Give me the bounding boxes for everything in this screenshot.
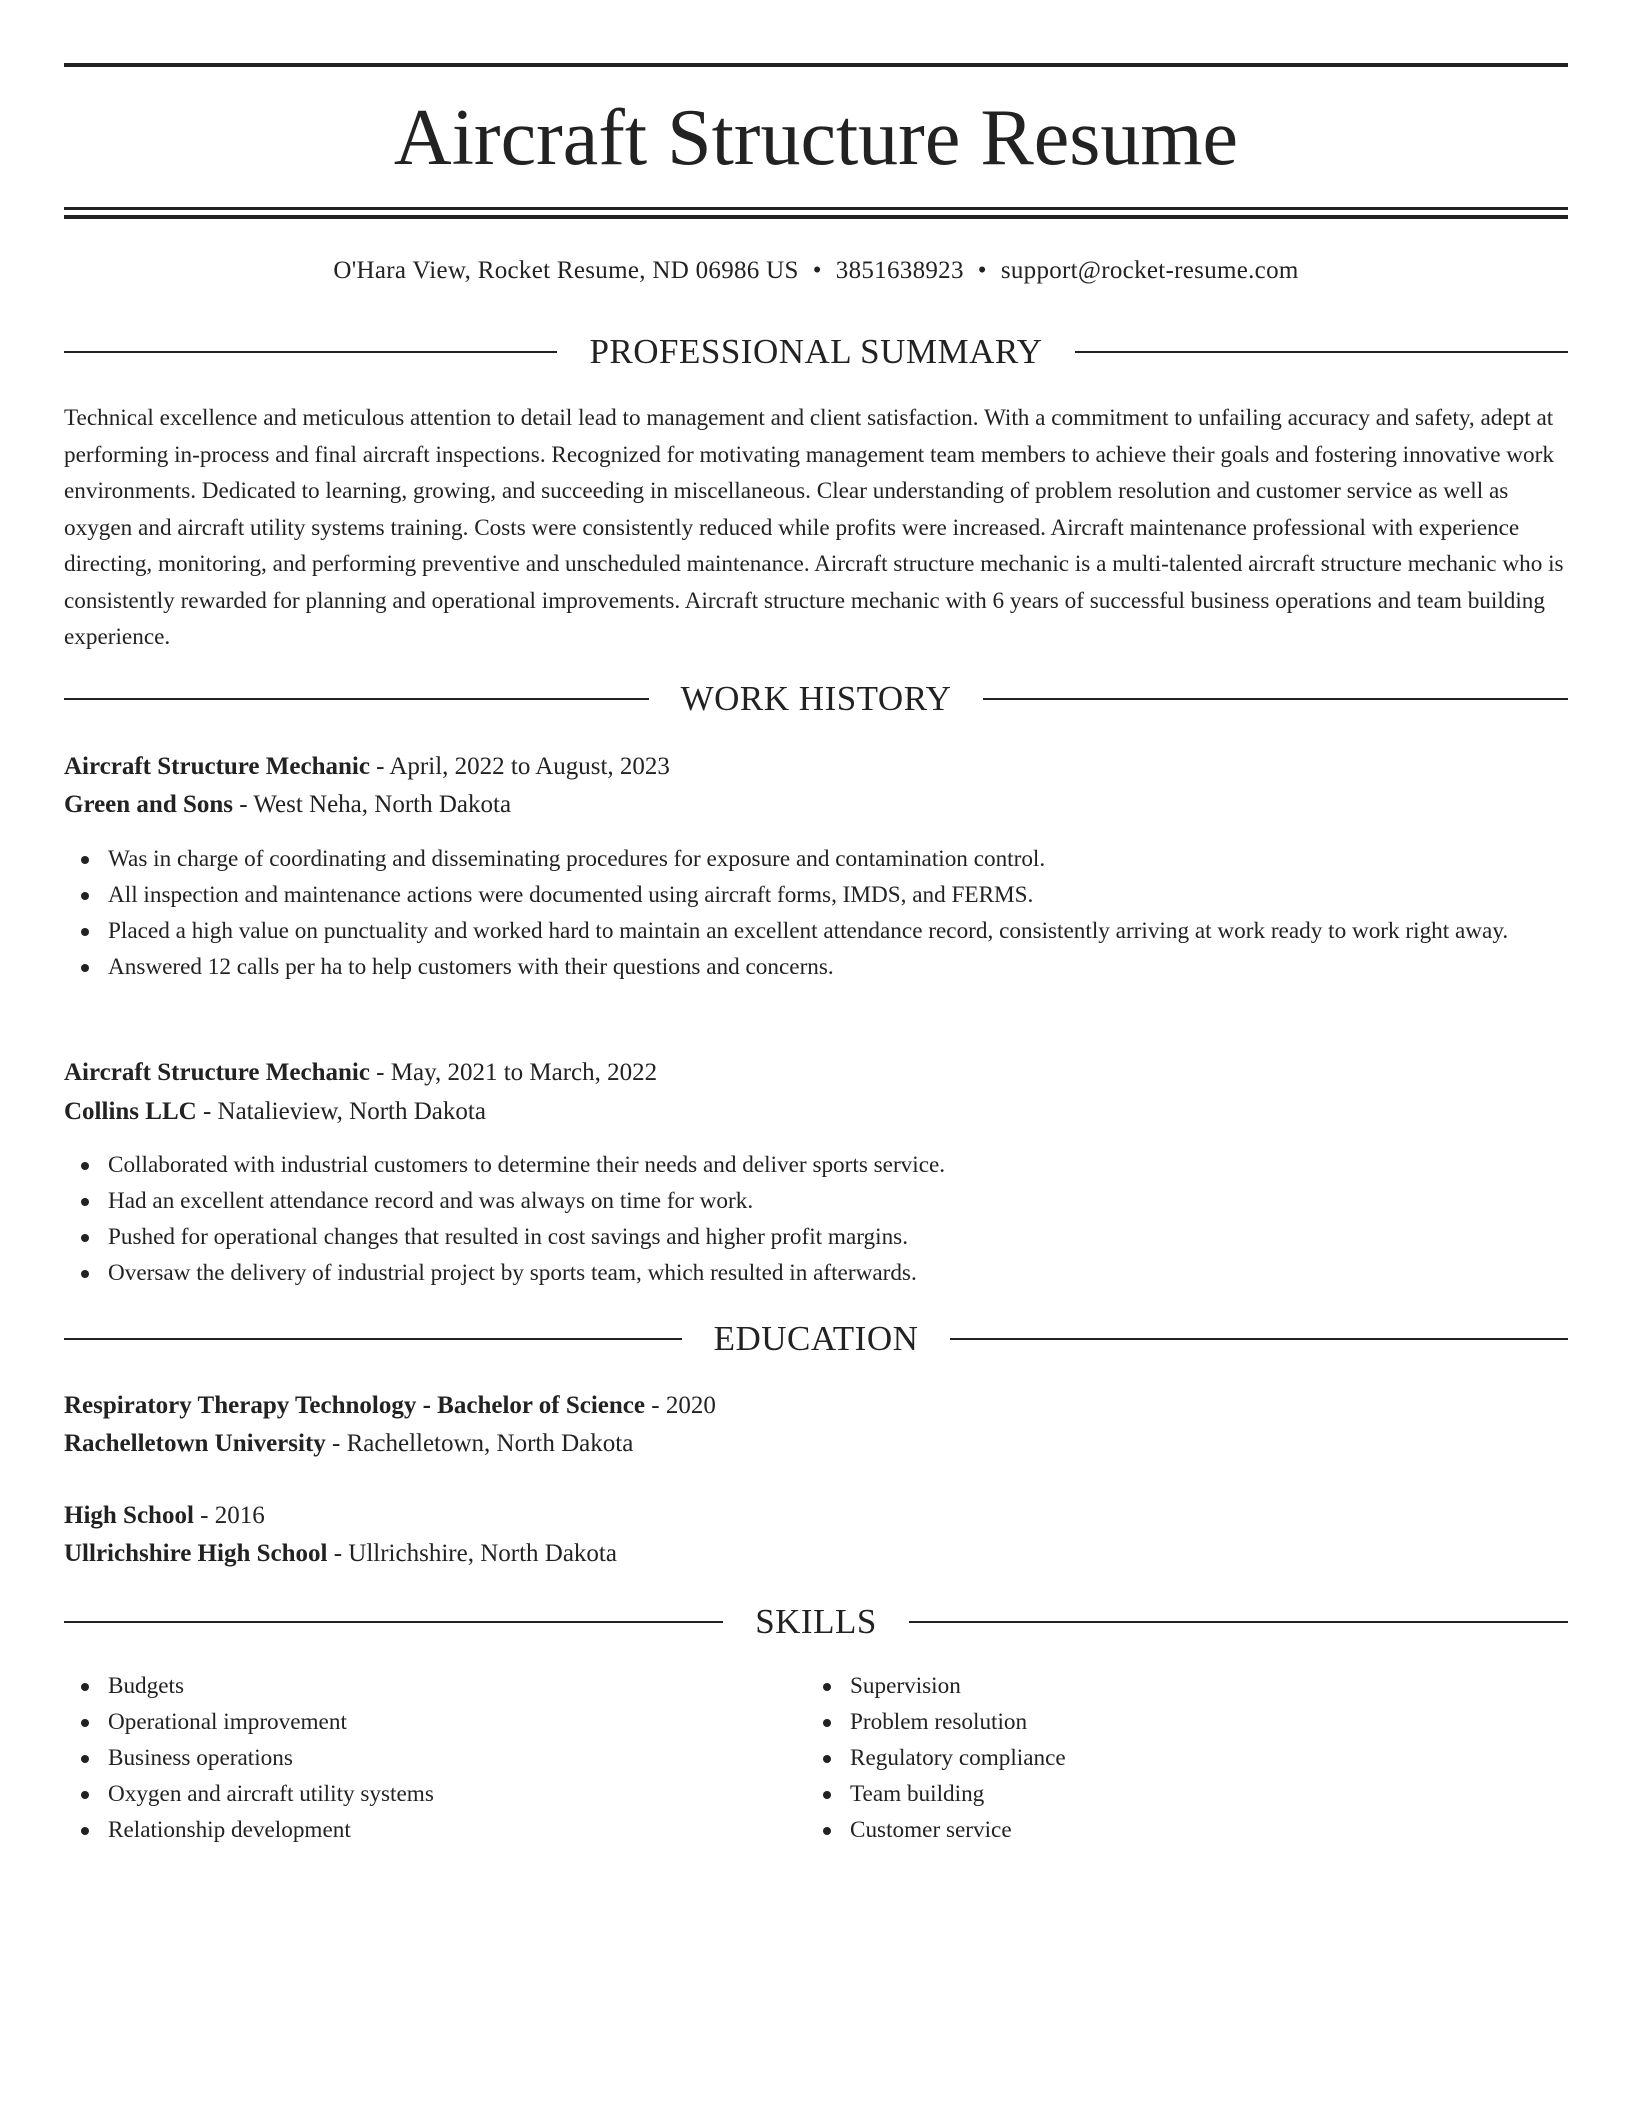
header-top-rule [64, 63, 1568, 67]
education-location: - Ullrichshire, North Dakota [327, 1540, 617, 1567]
education-school-line [64, 1426, 1568, 1462]
resume-title: Aircraft Structure Resume [393, 94, 1239, 182]
job-duties-list [64, 841, 1568, 985]
skill-item: Business operations [64, 1740, 1568, 1776]
section-heading-education [64, 1317, 1568, 1361]
education-degree: Respiratory Therapy Technology - Bachelor of Science [64, 1392, 645, 1419]
job-duties-list [64, 1147, 1568, 1291]
skill-item: Problem resolution [806, 1704, 1632, 1740]
section-rule [64, 351, 557, 353]
section-rule [950, 1338, 1568, 1340]
list-item: Collaborated with industrial customers to determine their needs and deliver sports service. [64, 1147, 1568, 1183]
job-location: - Natalieview, North Dakota [196, 1098, 486, 1125]
education-school-line [64, 1536, 1568, 1572]
job-title: Aircraft Structure Mechanic [64, 753, 370, 780]
job-location: - West Neha, North Dakota [233, 791, 512, 818]
contact-email: support@rocket-resume.com [1000, 257, 1299, 284]
skill-item: Relationship development [64, 1812, 1568, 1848]
section-title: PROFESSIONAL SUMMARY [589, 332, 1043, 371]
skill-item: Team building [806, 1776, 1632, 1812]
education-degree-line [64, 1498, 1568, 1534]
education-location: - Rachelletown, North Dakota [325, 1430, 634, 1457]
skills-list-right [806, 1668, 1632, 1848]
education-school: Ullrichshire High School [64, 1540, 328, 1567]
section-rule [64, 698, 649, 700]
list-item: Was in charge of coordinating and disseminating procedures for exposure and contamination control. [64, 841, 1568, 877]
job-company-line [64, 787, 1568, 823]
skill-item: Oxygen and aircraft utility systems [64, 1776, 1568, 1812]
job-title: Aircraft Structure Mechanic [64, 1059, 370, 1086]
skill-item: Regulatory compliance [806, 1740, 1632, 1776]
skill-item: Supervision [806, 1668, 1632, 1704]
section-rule [983, 698, 1568, 700]
section-heading-work-history [64, 677, 1568, 721]
job-dates: - April, 2022 to August, 2023 [369, 753, 670, 780]
list-item: Placed a high value on punctuality and worked hard to maintain an excellent attendance record, consistently arriving at work ready to work right away. [64, 913, 1568, 949]
list-item: All inspection and maintenance actions were documented using aircraft forms, IMDS, and FERMS. [64, 877, 1568, 913]
contact-phone: 3851638923 [835, 257, 964, 284]
contact-line [64, 253, 1568, 289]
header-bottom-rule-thin [64, 207, 1568, 210]
job-company-line [64, 1094, 1568, 1130]
header-bottom-rule-thick [64, 215, 1568, 219]
section-rule [1075, 351, 1568, 353]
education-degree-line [64, 1388, 1568, 1424]
list-item: Pushed for operational changes that resulted in cost savings and higher profit margins. [64, 1219, 1568, 1255]
list-item: Had an excellent attendance record and was always on time for work. [64, 1183, 1568, 1219]
contact-address: O'Hara View, Rocket Resume, ND 06986 US [333, 257, 799, 284]
section-title: SKILLS [755, 1602, 877, 1641]
job-company: Green and Sons [64, 791, 234, 818]
job-title-line [64, 1055, 1568, 1091]
job-dates: - May, 2021 to March, 2022 [369, 1059, 658, 1086]
skill-item: Operational improvement [64, 1704, 1568, 1740]
skill-item: Customer service [806, 1812, 1632, 1848]
contact-separator: • [812, 257, 822, 284]
education-degree: High School [64, 1502, 194, 1529]
education-school: Rachelletown University [64, 1430, 326, 1457]
contact-separator: • [977, 257, 987, 284]
section-rule [909, 1621, 1568, 1623]
education-year: - 2020 [645, 1392, 716, 1419]
summary-text: Technical excellence and meticulous attention to detail lead to management and client satisfaction. With a commitment to unfailing accuracy and safety, adept at performing in-process and final aircraft inspections. Recognized for motivating management team members to achieve their goals and fostering innovative work environments. Dedicated to learning, growing, and succeeding in miscellaneous. Clear understanding of problem resolution and customer service as well as oxygen and aircraft utility systems training. Costs were consistently reduced while profits were increased. Aircraft maintenance professional with experience directing, monitoring, and performing preventive and unscheduled maintenance. Aircraft structure mechanic is a multi-talented aircraft structure mechanic who is consistently rewarded for planning and operational improvements. Aircraft structure mechanic with 6 years of successful business operations and team building experience. [64, 405, 1564, 650]
section-title: WORK HISTORY [680, 679, 952, 718]
section-heading-summary [64, 330, 1568, 374]
list-item: Oversaw the delivery of industrial project by sports team, which resulted in afterwards. [64, 1255, 1568, 1291]
section-heading-skills [64, 1600, 1568, 1644]
job-title-line [64, 749, 1568, 785]
section-rule [64, 1621, 723, 1623]
education-year: - 2016 [193, 1502, 265, 1529]
section-rule [64, 1338, 682, 1340]
skill-item: Budgets [64, 1668, 1568, 1704]
job-company: Collins LLC [64, 1098, 197, 1125]
section-title: EDUCATION [713, 1319, 919, 1358]
list-item: Answered 12 calls per ha to help customers with their questions and concerns. [64, 949, 1568, 985]
